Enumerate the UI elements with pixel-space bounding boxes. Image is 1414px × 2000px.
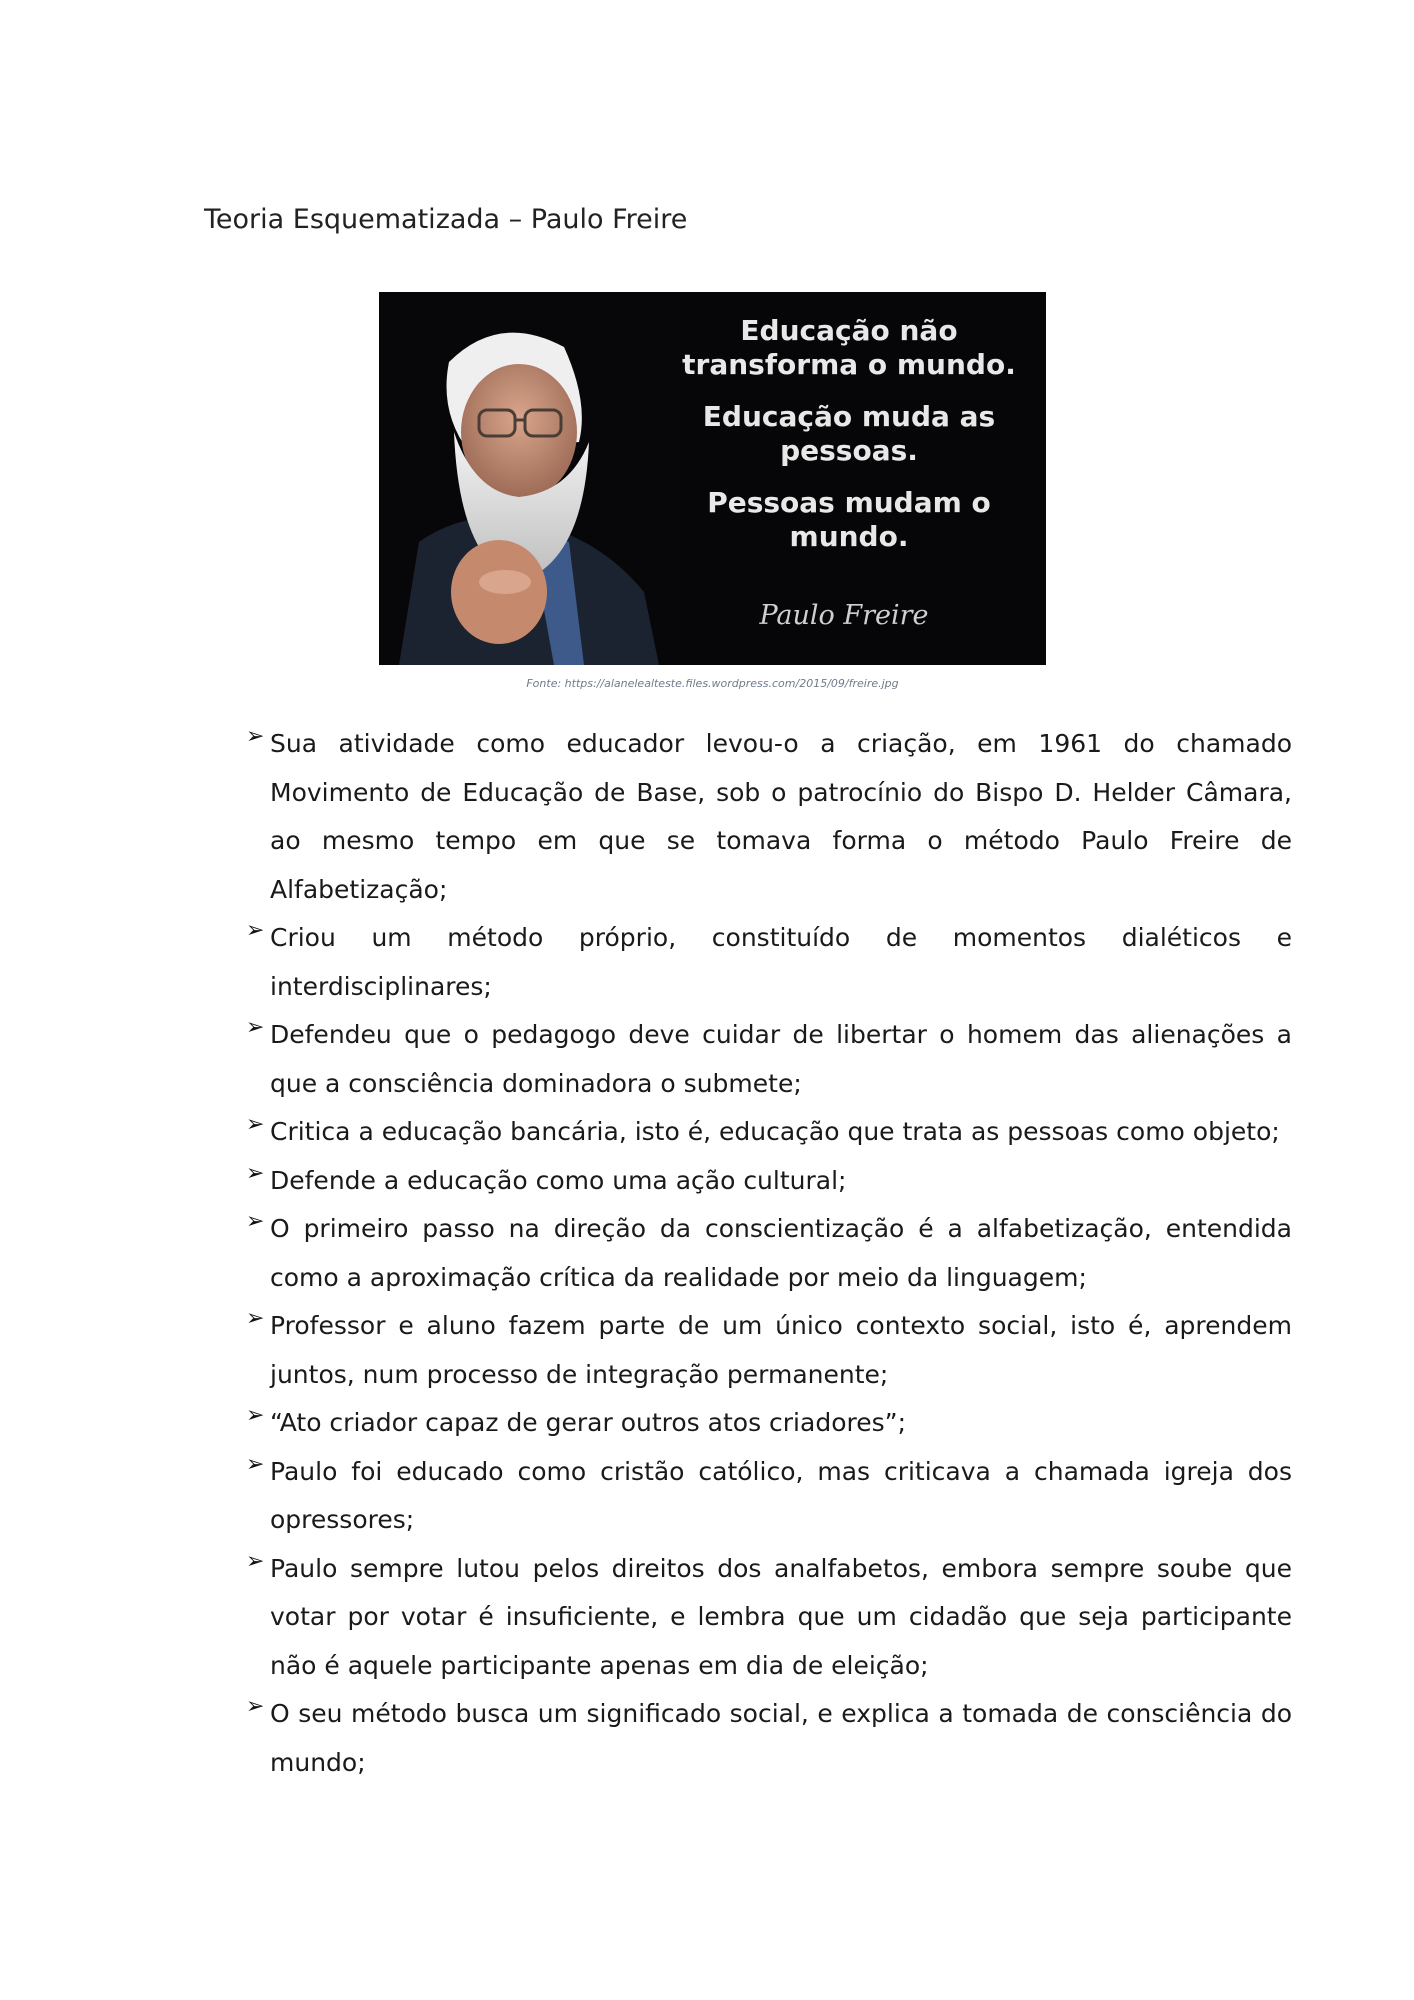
bullet-text: Paulo foi educado como cristão católico, mas criticava a chamada igreja dos opressores;: [270, 1456, 1292, 1534]
bullet-item: [246, 1108, 1292, 1157]
image-source-caption: Fonte: https://alanelealteste.files.wordpress.com/2015/09/freire.jpg: [526, 677, 899, 690]
quote-line: Pessoas mudam o: [707, 486, 991, 519]
bullet-text: Paulo sempre lutou pelos direitos dos analfabetos, embora sempre soube que votar por votar é insuficiente, e lembra que um cidadão que seja participante não é aquele participante apenas em dia de eleição;: [270, 1553, 1292, 1680]
quote-line: Educação muda as: [702, 400, 996, 433]
bullet-text: O seu método busca um significado social, e explica a tomada de consciência do mundo;: [270, 1699, 1292, 1777]
bullet-text: Sua atividade como educador levou-o a criação, em 1961 do chamado Movimento de Educação de Base, sob o patrocínio do Bispo D. Helder Câmara, ao mesmo tempo em que se tomava forma o método Paulo Freire de Alfabetização;: [270, 729, 1292, 904]
bullet-text: Defendeu que o pedagogo deve cuidar de libertar o homem das alienações a que a consciência dominadora o submete;: [270, 1020, 1292, 1098]
bullet-text: Professor e aluno fazem parte de um único contexto social, isto é, aprendem juntos, num processo de integração permanente;: [270, 1311, 1292, 1389]
bullet-list: [246, 720, 1296, 1787]
arrow-bullet-icon: ➢: [246, 1015, 265, 1040]
arrow-bullet-icon: ➢: [246, 1160, 265, 1186]
quote-line: transforma o mundo.: [682, 348, 1016, 381]
bullet-item: [246, 1448, 1292, 1545]
arrow-bullet-icon: ➢: [246, 1403, 265, 1428]
quote-text: [664, 314, 1034, 554]
bullet-item: [246, 1399, 1292, 1448]
arrow-bullet-icon: ➢: [246, 1451, 265, 1477]
bullet-item: [246, 1205, 1292, 1302]
bullet-item: [246, 720, 1292, 914]
bullet-item: [246, 1302, 1292, 1399]
arrow-bullet-icon: ➢: [246, 1209, 265, 1234]
arrow-bullet-icon: ➢: [246, 724, 265, 749]
bullet-text: Criou um método próprio, constituído de momentos dialéticos e interdisciplinares;: [270, 923, 1292, 1001]
paulo-freire-portrait: [379, 292, 679, 665]
arrow-bullet-icon: ➢: [246, 1112, 265, 1137]
bullet-item: [246, 914, 1292, 1011]
paulo-freire-quote-image: [379, 292, 1046, 665]
arrow-bullet-icon: ➢: [246, 1548, 265, 1574]
quote-line: mundo.: [789, 520, 909, 553]
bullet-text: O primeiro passo na direção da conscientização é a alfabetização, entendida como a aproximação crítica da realidade por meio da linguagem;: [270, 1214, 1292, 1292]
quote-line: Educação não: [740, 314, 958, 347]
page-title: Teoria Esquematizada – Paulo Freire: [204, 204, 688, 235]
bullet-item: [246, 1011, 1292, 1108]
arrow-bullet-icon: ➢: [246, 1306, 265, 1331]
quote-line: pessoas.: [780, 434, 918, 467]
bullet-text: “Ato criador capaz de gerar outros atos criadores”;: [270, 1408, 906, 1437]
bullet-item: [246, 1690, 1292, 1787]
bullet-item: [246, 1545, 1292, 1691]
arrow-bullet-icon: ➢: [246, 1694, 265, 1719]
arrow-bullet-icon: ➢: [246, 918, 265, 943]
bullet-text: Defende a educação como uma ação cultural;: [270, 1165, 847, 1195]
bullet-item: [246, 1157, 1292, 1206]
bullet-text: Critica a educação bancária, isto é, educação que trata as pessoas como objeto;: [270, 1117, 1280, 1146]
signature-text: Paulo Freire: [759, 600, 929, 631]
